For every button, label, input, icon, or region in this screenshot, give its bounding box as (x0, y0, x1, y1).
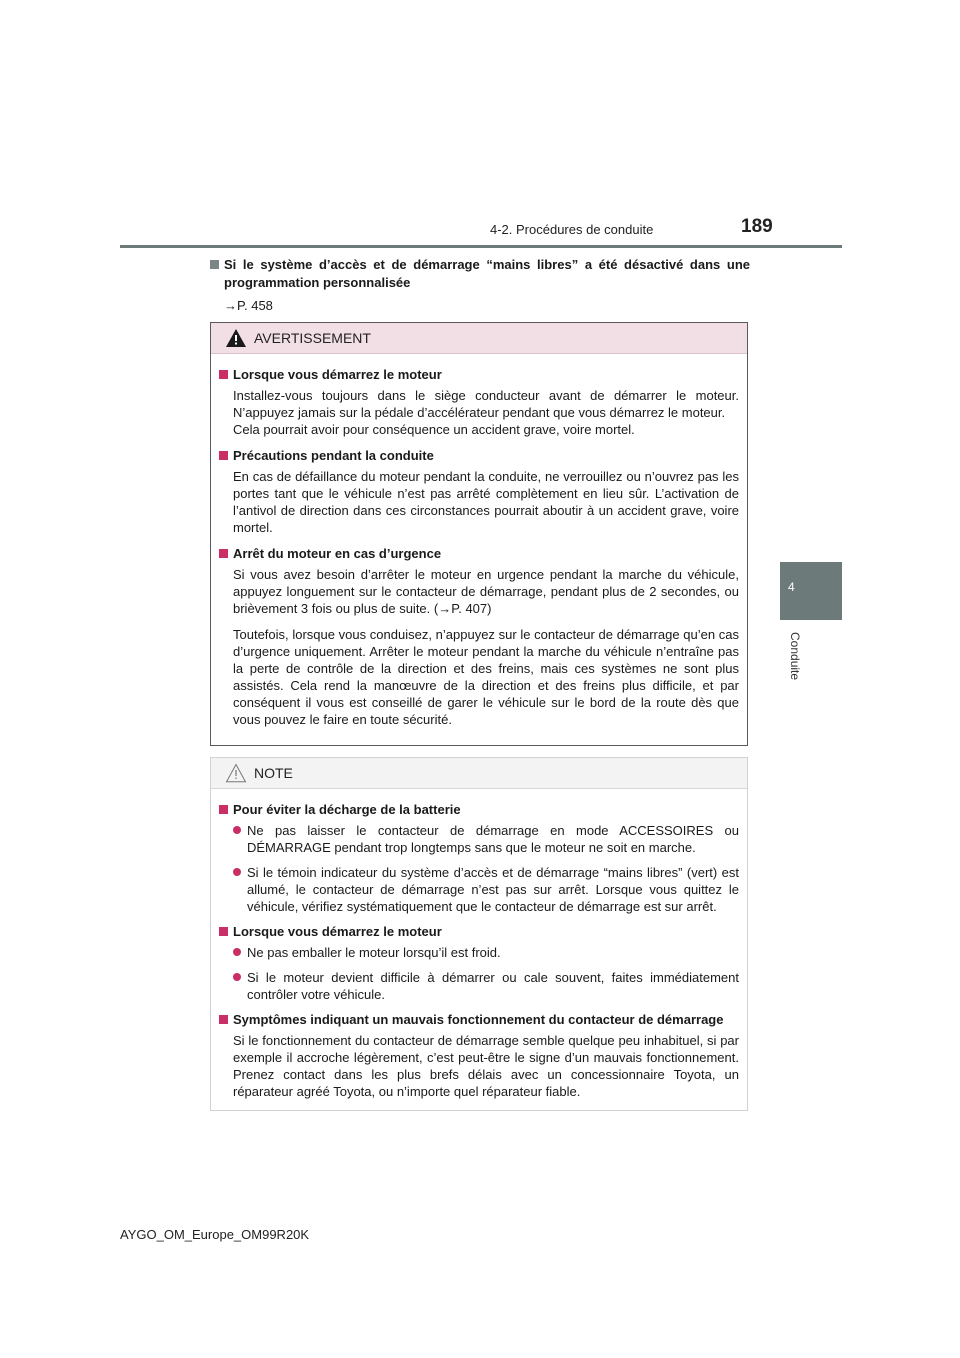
intro-heading: Si le système d’accès et de démarrage “mains libres” a été désactivé dans une programmation personnalisée (210, 256, 750, 292)
page-reference: →P. 458 (224, 298, 273, 313)
warning-paragraph: Si vous avez besoin d’arrêter le moteur en urgence pendant la marche du véhicule, appuyez longuement sur le contacteur de démarrage, pendant plus de 2 secondes, ou brièvement 3 fois ou plus de suite. (→P. 407) (233, 567, 739, 616)
note-label: NOTE (254, 765, 293, 781)
warning-heading: Lorsque vous démarrez le moteur (219, 366, 739, 383)
warning-label: AVERTISSEMENT (254, 330, 371, 346)
note-bullet: Ne pas emballer le moteur lorsqu’il est froid. (219, 944, 739, 961)
note-box (210, 757, 748, 1111)
warning-paragraph: En cas de défaillance du moteur pendant la conduite, ne verrouillez ou n’ouvrez pas les portes tant que le véhicule n’est pas arrêté complètement en lieu sûr. L’activation de l’antivol de direction dans ces circonstances pourrait aboutir à un accident grave, voire mortel. (233, 469, 739, 535)
square-bullet-icon (219, 451, 228, 460)
note-heading: Symptômes indiquant un mauvais fonctionnement du contacteur de démarrage (219, 1011, 739, 1028)
note-body (211, 789, 747, 1100)
note-heading: Lorsque vous démarrez le moteur (219, 923, 739, 940)
round-bullet-icon (233, 973, 241, 981)
intro-block (210, 256, 750, 313)
warning-box (210, 322, 748, 746)
square-bullet-icon (219, 370, 228, 379)
warning-heading: Précautions pendant la conduite (219, 447, 739, 464)
square-bullet-icon (219, 805, 228, 814)
header-divider (120, 245, 842, 248)
warning-triangle-icon (225, 328, 247, 348)
page-number: 189 (741, 216, 773, 237)
note-bullet: Si le témoin indicateur du système d’accès et de démarrage “mains libres” (vert) est allumé, le contacteur de démarrage n’est pas sur arrêt. Lorsque vous quittez le véhicule, vérifiez systématiquement que le contacteur de démarrage est sur arrêt. (219, 864, 739, 915)
note-bullet: Si le moteur devient difficile à démarrer ou cale souvent, faites immédiatement contrôler votre véhicule. (219, 969, 739, 1003)
note-heading: Pour éviter la décharge de la batterie (219, 801, 739, 818)
square-bullet-icon (219, 549, 228, 558)
warning-paragraph: Installez-vous toujours dans le siège conducteur avant de démarrer le moteur. N’appuyez jamais sur la pédale d’accélérateur pendant que vous démarrez le moteur. Cela pourrait avoir pour conséquence un accident grave, voire mortel. (233, 388, 739, 437)
note-header (211, 758, 747, 789)
caution-triangle-icon (225, 763, 247, 783)
warning-heading: Arrêt du moteur en cas d’urgence (219, 545, 739, 562)
round-bullet-icon (233, 826, 241, 834)
round-bullet-icon (233, 868, 241, 876)
warning-paragraph: Toutefois, lorsque vous conduisez, n’appuyez sur le contacteur de démarrage qu’en cas d’urgence uniquement. Arrêter le moteur pendant la marche du véhicule n’entraîne pas la perte de contrôle de la direction et des freins, mais ces systèmes ne sont plus assistés. Cela rend la manœuvre de la direction et des freins plus difficile, et par conséquent il vous est conseillé de garer le véhicule sur le bord de la route dès que vous pouvez le faire en toute sécurité. (233, 627, 739, 727)
chapter-number: 4 (788, 580, 795, 594)
round-bullet-icon (233, 948, 241, 956)
chapter-tab (780, 562, 842, 620)
square-bullet-icon (210, 260, 219, 269)
warning-body (211, 354, 747, 728)
note-bullet: Ne pas laisser le contacteur de démarrage en mode ACCESSOIRES ou DÉMARRAGE pendant trop longtemps sans que le moteur ne soit en marche. (219, 822, 739, 856)
warning-header (211, 323, 747, 354)
chapter-label: Conduite (788, 632, 802, 681)
note-paragraph: Si le fonctionnement du contacteur de démarrage semble quelque peu inhabituel, si par exemple il accroche légèrement, c’est peut-être le signe d’un mauvais fonctionnement. Prenez contact dans les plus brefs délais avec un concessionnaire Toyota, un réparateur agréé Toyota, ou n’importe quel réparateur fiable. (233, 1033, 739, 1099)
square-bullet-icon (219, 927, 228, 936)
section-title: 4-2. Procédures de conduite (490, 222, 654, 237)
document-code: AYGO_OM_Europe_OM99R20K (120, 1227, 310, 1242)
square-bullet-icon (219, 1015, 228, 1024)
